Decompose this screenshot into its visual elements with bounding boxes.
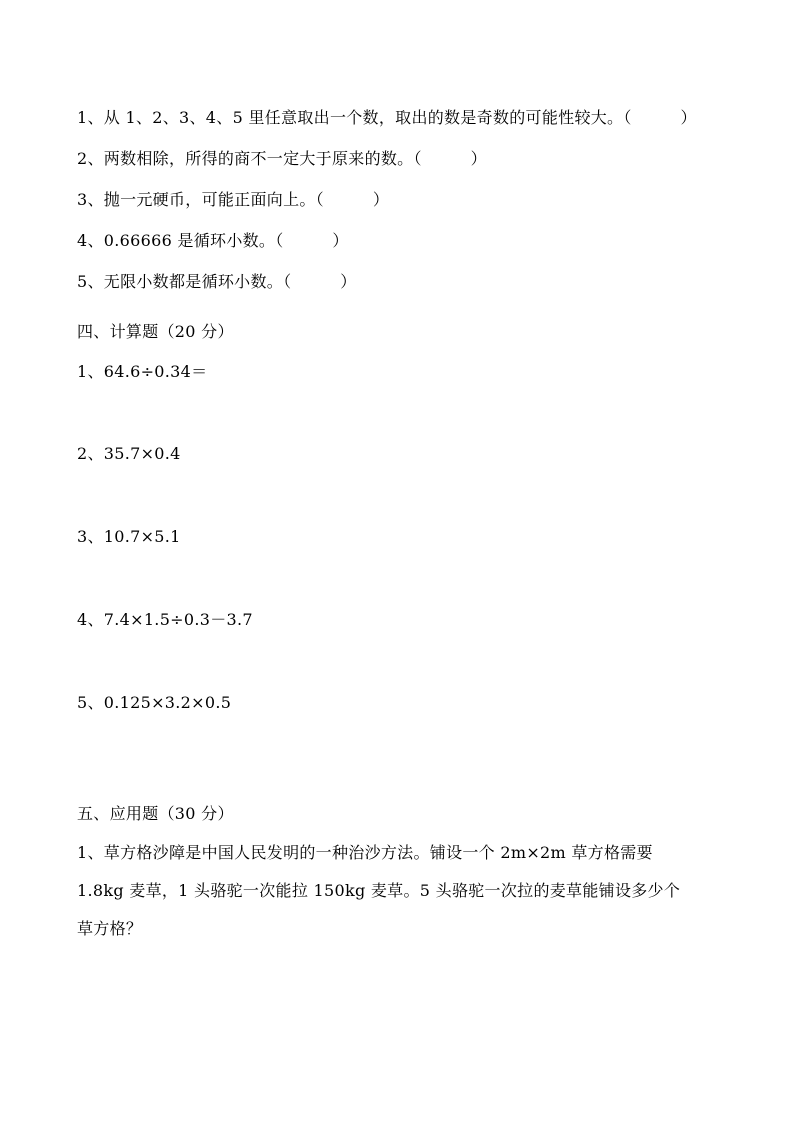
application-question-1-line-3: 草方格？ <box>77 919 143 938</box>
calculation-item-4: 4、7.4×1.5÷0.3－3.7 <box>77 610 253 629</box>
application-question-1 <box>77 843 727 939</box>
judgment-item-5: 5、无限小数都是循环小数。（ ） <box>77 272 357 291</box>
judgment-item-1: 1、从 1、2、3、4、5 里任意取出一个数，取出的数是奇数的可能性较大。（ ） <box>77 108 697 127</box>
calculation-item-1: 1、64.6÷0.34＝ <box>77 362 208 381</box>
calculation-item-3: 3、10.7×5.1 <box>77 527 181 546</box>
judgment-item-2: 2、两数相除，所得的商不一定大于原来的数。（ ） <box>77 149 487 168</box>
application-question-1-line-2: 1.8kg 麦草，1 头骆驼一次能拉 150kg 麦草。5 头骆驼一次拉的麦草能铺设多少个 <box>77 881 681 900</box>
calculation-item-5: 5、0.125×3.2×0.5 <box>77 693 232 712</box>
application-question-1-line-1: 1、草方格沙障是中国人民发明的一种治沙方法。铺设一个 2m×2m 草方格需要 <box>77 843 653 862</box>
calculation-item-2: 2、35.7×0.4 <box>77 444 181 463</box>
judgment-item-4: 4、0.66666 是循环小数。（ ） <box>77 231 349 250</box>
application-heading: 五、应用题（30 分） <box>77 804 234 823</box>
calculation-heading: 四、计算题（20 分） <box>77 322 234 341</box>
judgment-item-3: 3、抛一元硬币，可能正面向上。（ ） <box>77 190 390 209</box>
